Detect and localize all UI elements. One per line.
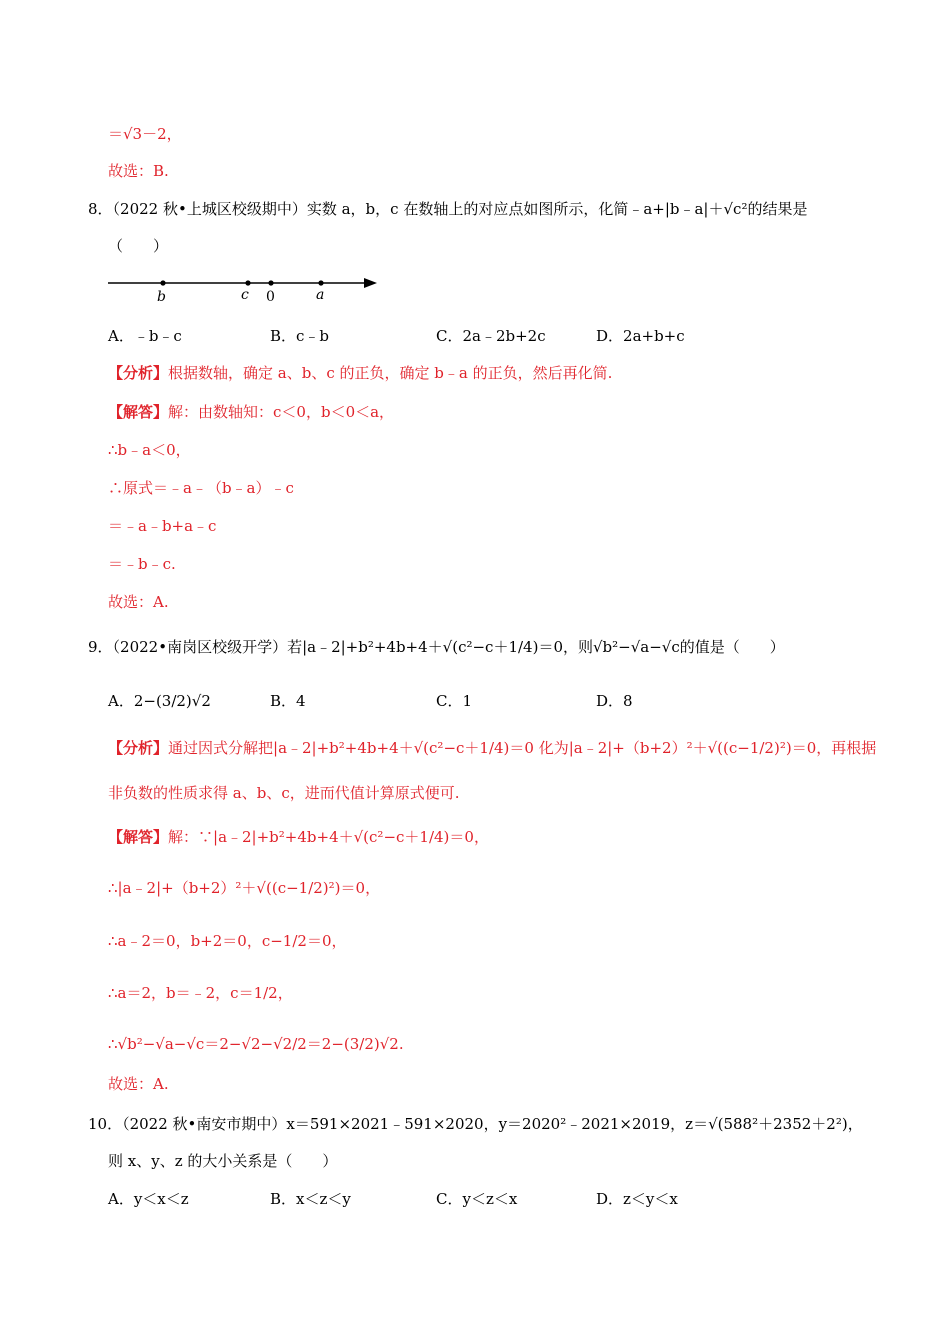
q8-option-d: D．2a+b+c [596, 327, 685, 345]
q10-option-d: D．z＜y＜x [596, 1190, 678, 1208]
q8-solution-5: ＝﹣b﹣c. [108, 555, 176, 573]
point-c [245, 280, 250, 285]
q7-answer: 故选：B. [108, 162, 169, 180]
q9-analysis-2: 非负数的性质求得 a、b、c，进而代值计算原式便可. [108, 784, 460, 802]
q10-option-a: A．y＜x＜z [108, 1190, 189, 1208]
point-b [160, 280, 165, 285]
point-0 [268, 280, 273, 285]
analysis-tag: 【分析】 [108, 739, 169, 757]
label-a: a [316, 287, 325, 303]
q9-solution-2: ∴|a﹣2|+（b+2）²＋√((c−1/2)²)＝0， [108, 879, 381, 897]
q8-analysis [108, 363, 612, 383]
q9-solution-5: ∴√b²−√a−√c＝2−√2−√2/2＝2−(3/2)√2. [108, 1035, 404, 1053]
q10-option-c: C．y＜z＜x [436, 1190, 518, 1208]
q9-analysis-1 [108, 738, 876, 758]
q8-solution-3: ∴原式＝﹣a﹣（b﹣a）﹣c [108, 479, 294, 497]
q9-solution-1 [108, 827, 489, 847]
number-line-figure [105, 270, 385, 306]
q8-stem-bracket: （ ） [108, 237, 169, 255]
q8-stem: 8．（2022 秋•上城区校级期中）实数 a，b，c 在数轴上的对应点如图所示，化简﹣a+|b﹣a|＋√c²的结果是 [88, 200, 808, 218]
q9-option-b: B．4 [270, 692, 306, 710]
q8-option-c: C．2a﹣2b+2c [436, 327, 546, 345]
label-b: b [157, 289, 166, 305]
label-0: 0 [266, 289, 275, 305]
q9-solution-3: ∴a﹣2＝0，b+2＝0，c−1/2＝0， [108, 932, 347, 950]
analysis-text: 通过因式分解把|a﹣2|+b²+4b+4＋√(c²−c＋1/4)＝0 化为|a﹣2|+（b+2）²＋√((c−1/2)²)＝0，再根据 [168, 739, 877, 757]
q8-solution-2: ∴b﹣a＜0， [108, 441, 191, 459]
label-c: c [241, 287, 249, 303]
axis-arrow [364, 278, 377, 288]
q9-option-c: C．1 [436, 692, 473, 710]
solution-step: 解：∵|a﹣2|+b²+4b+4＋√(c²−c＋1/4)＝0， [168, 828, 489, 846]
q9-answer: 故选：A. [108, 1075, 169, 1093]
q8-solution-1 [108, 402, 394, 422]
q8-solution-4: ＝﹣a﹣b+a﹣c [108, 517, 217, 535]
analysis-tag: 【分析】 [108, 364, 169, 382]
point-a [318, 280, 323, 285]
solution-tag: 【解答】 [108, 403, 169, 421]
q9-option-d: D．8 [596, 692, 633, 710]
q8-option-a: A．﹣b﹣c [108, 327, 182, 345]
q8-answer: 故选：A. [108, 593, 169, 611]
q10-option-b: B．x＜z＜y [270, 1190, 351, 1208]
solution-tag: 【解答】 [108, 828, 169, 846]
q7-line: ＝√3－2， [108, 125, 182, 143]
q9-option-a: A．2−(3/2)√2 [108, 692, 211, 710]
q9-stem: 9．（2022•南岗区校级开学）若|a﹣2|+b²+4b+4＋√(c²−c＋1/4)＝0，则√b²−√a−√c的值是（ ） [88, 638, 785, 656]
q10-stem: 10．（2022 秋•南安市期中）x＝591×2021﹣591×2020，y＝2020²﹣2021×2019，z＝√(588²＋2352＋2²)， [88, 1115, 863, 1133]
analysis-text: 根据数轴，确定 a、b、c 的正负，确定 b﹣a 的正负，然后再化简. [168, 364, 613, 382]
q8-option-b: B．c﹣b [270, 327, 330, 345]
q10-stem-2: 则 x、y、z 的大小关系是（ ） [108, 1152, 338, 1170]
solution-step: 解：由数轴知：c＜0，b＜0＜a， [168, 403, 395, 421]
q9-solution-4: ∴a＝2，b＝﹣2，c＝1/2， [108, 984, 293, 1002]
